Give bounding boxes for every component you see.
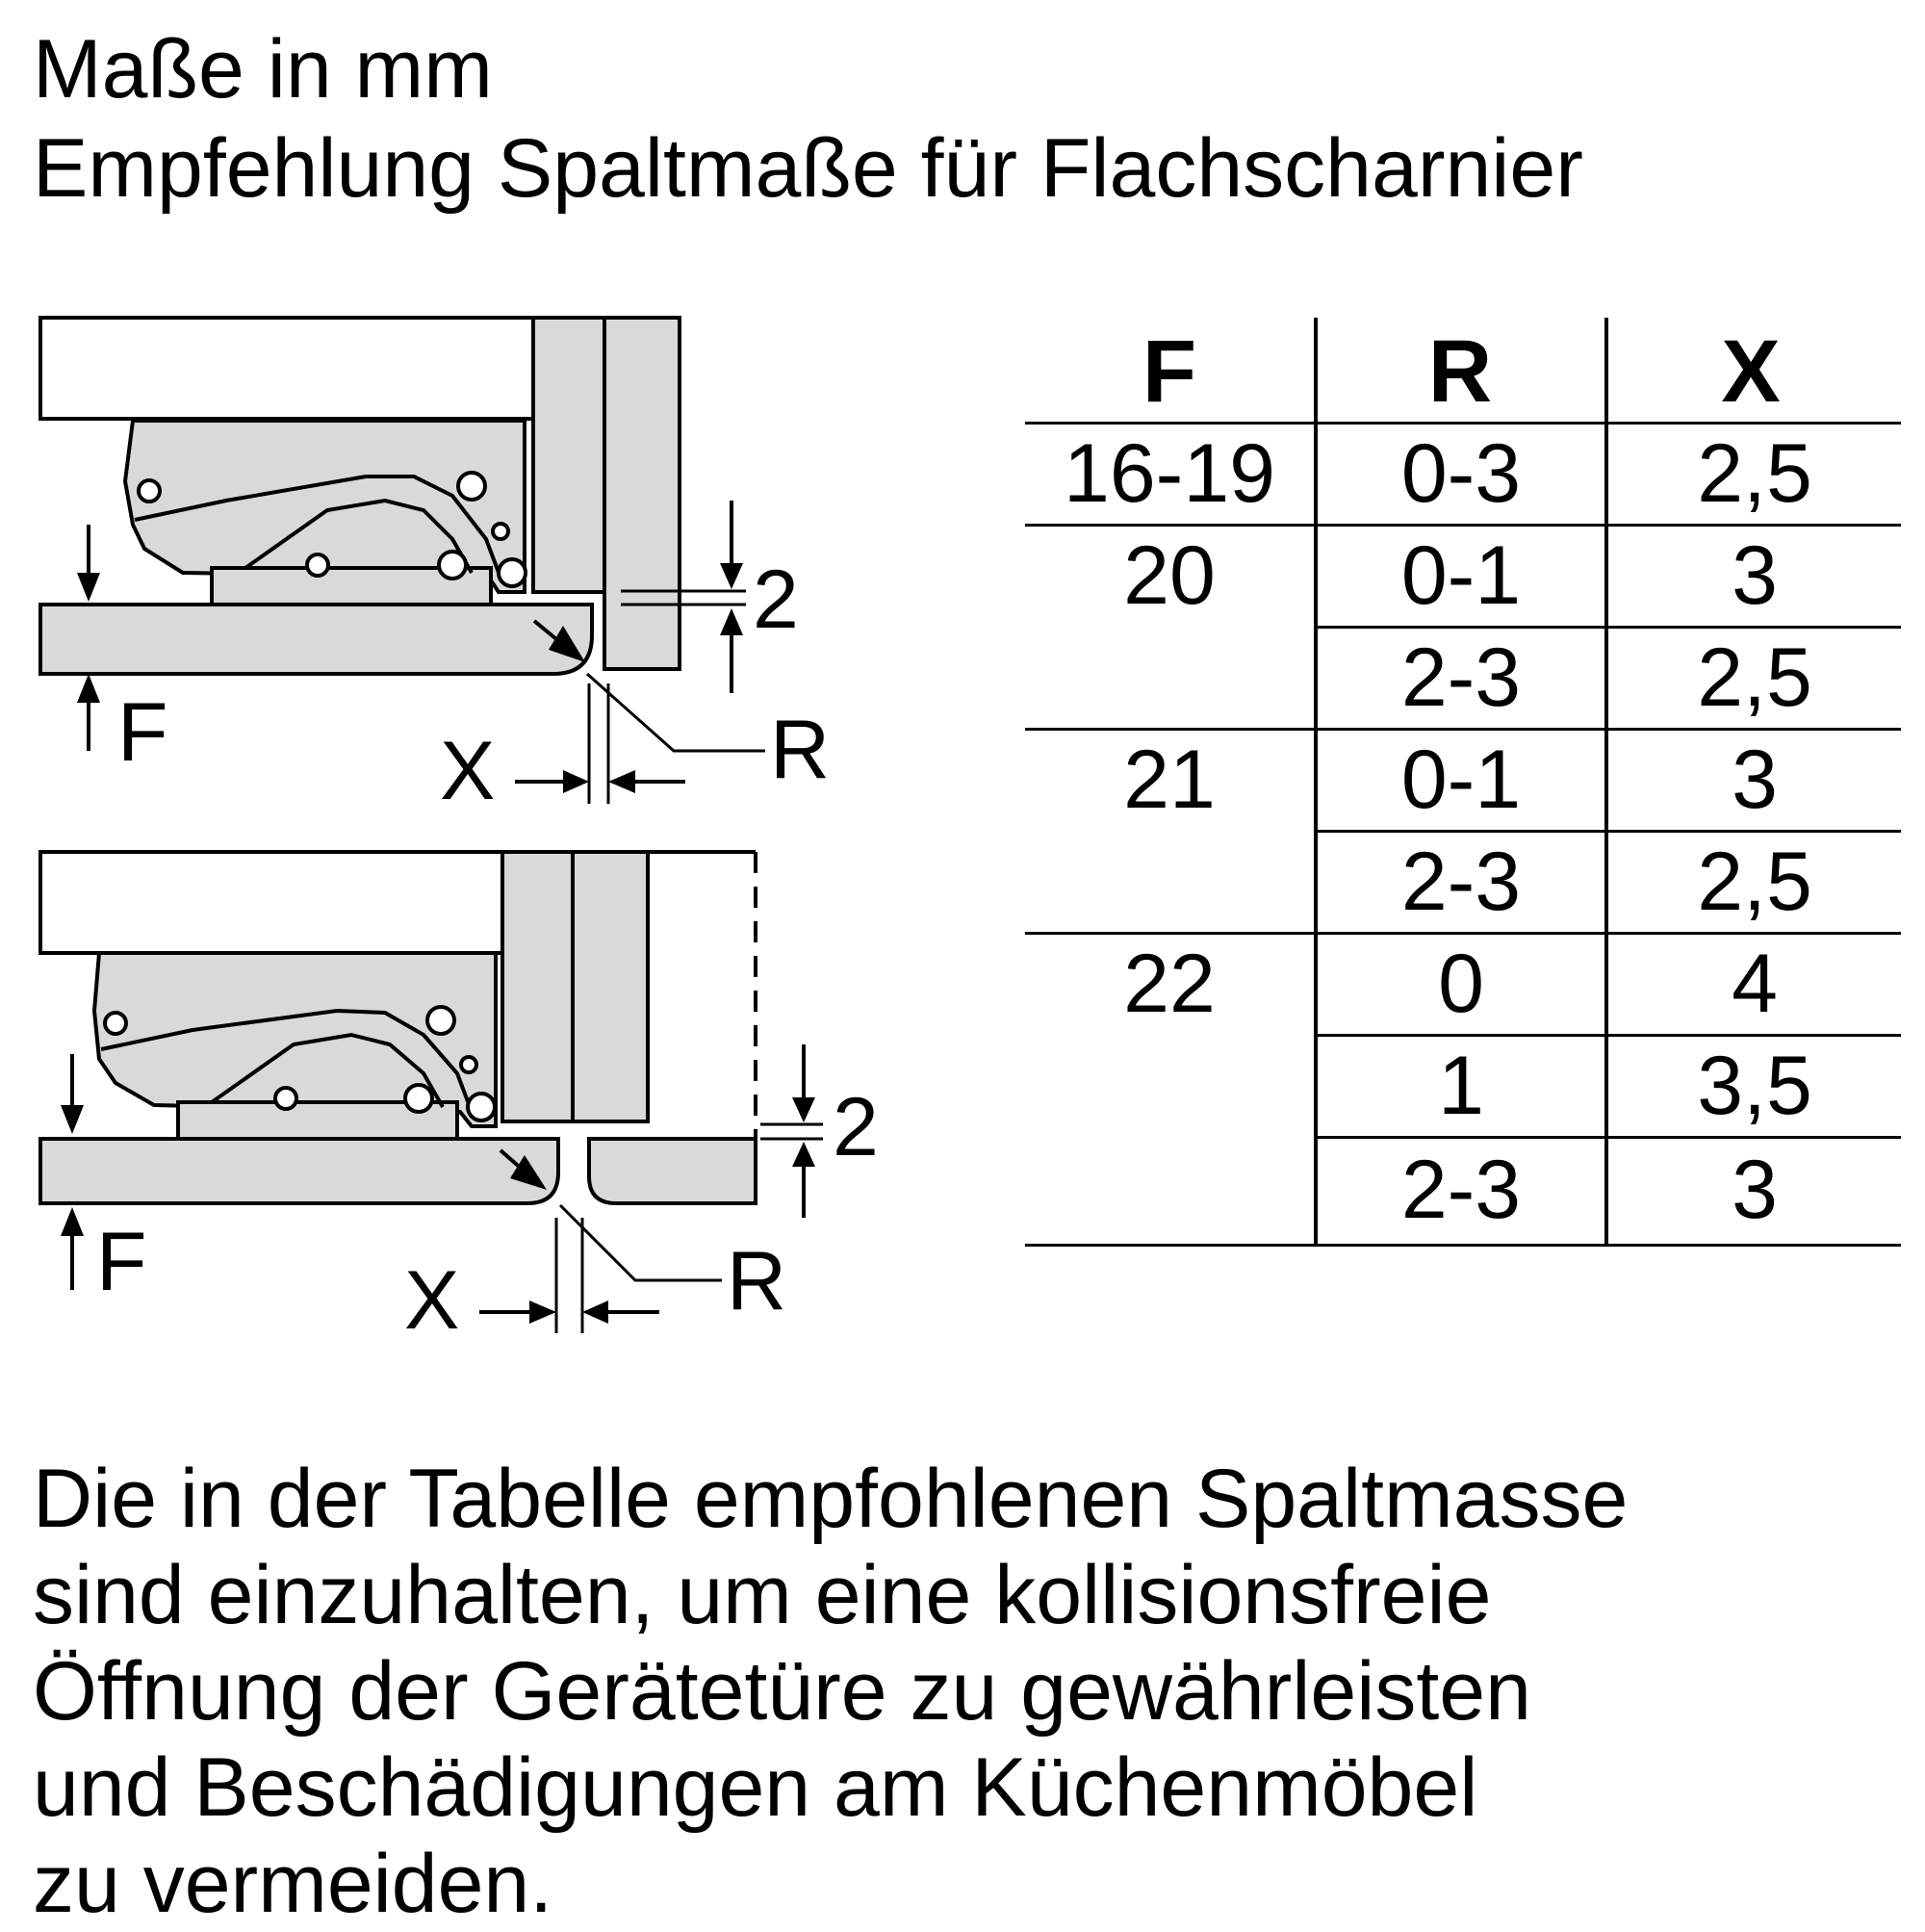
table-cell: 22 bbox=[1123, 938, 1216, 1030]
table-cell: 16-19 bbox=[1064, 427, 1275, 520]
note-line-3: Öffnung der Gerätetüre zu gewährleisten bbox=[33, 1645, 1531, 1738]
table-cell: 3 bbox=[1732, 529, 1778, 622]
table-cell: 4 bbox=[1732, 938, 1778, 1030]
label-R-bottom: R bbox=[727, 1235, 787, 1327]
title-line-2: Empfehlung Spaltmaße für Flachscharnier bbox=[33, 122, 1583, 215]
label-F-bottom: F bbox=[96, 1216, 147, 1308]
cabinet-top-board bbox=[40, 318, 533, 419]
table-cell: 1 bbox=[1438, 1040, 1484, 1132]
note-line-2: sind einzuhalten, um eine kollisionsfreie bbox=[33, 1549, 1492, 1641]
table-cell: 2-3 bbox=[1400, 631, 1522, 724]
table-cell: 2-3 bbox=[1400, 1144, 1522, 1236]
label-R-top: R bbox=[770, 704, 831, 796]
table-header-F: F bbox=[1142, 322, 1197, 421]
table-cell: 3 bbox=[1732, 734, 1778, 826]
label-F-top: F bbox=[117, 686, 168, 779]
table-cell: 0-1 bbox=[1400, 529, 1522, 622]
hinge-hole-5 bbox=[439, 552, 466, 579]
table-header-X: X bbox=[1721, 322, 1781, 421]
table-cell: 2,5 bbox=[1697, 631, 1812, 724]
table-cell: 0-1 bbox=[1400, 734, 1522, 826]
front-panel-2 bbox=[40, 1139, 558, 1203]
label-gap-bottom: 2 bbox=[833, 1081, 879, 1173]
note-paragraph bbox=[33, 1451, 1628, 1932]
label-X-top: X bbox=[440, 725, 496, 817]
table-cell: 2-3 bbox=[1400, 836, 1522, 928]
adjacent-front-panel bbox=[589, 1139, 756, 1203]
label-gap-top: 2 bbox=[753, 554, 799, 646]
front-panel bbox=[40, 605, 592, 674]
table-cell: 3,5 bbox=[1697, 1040, 1812, 1132]
side-wall-panel-2 bbox=[502, 852, 573, 1121]
table-cell: 21 bbox=[1123, 734, 1216, 826]
table-bottom-rule bbox=[1025, 1244, 1901, 1247]
hinge-hole-2 bbox=[458, 473, 485, 500]
title-line-1: Maße in mm bbox=[33, 23, 493, 116]
note-line-5: zu vermeiden. bbox=[33, 1838, 553, 1930]
cabinet-top-board-2 bbox=[40, 852, 502, 953]
table-cell: 2,5 bbox=[1697, 836, 1812, 928]
gap-dimensions-table bbox=[1025, 318, 1901, 1251]
hinge-hole-1 bbox=[139, 480, 160, 502]
note-line-1: Die in der Tabelle empfohlenen Spaltmasse bbox=[33, 1453, 1629, 1545]
table-cell: 3 bbox=[1732, 1144, 1778, 1236]
table-header-rule bbox=[1025, 422, 1901, 425]
door-panel bbox=[604, 318, 680, 669]
note-line-4: und Beschädigungen am Küchenmöbel bbox=[33, 1741, 1478, 1834]
door-panel-2 bbox=[573, 852, 648, 1121]
table-cell: 0-3 bbox=[1400, 427, 1522, 520]
side-wall-panel bbox=[533, 318, 604, 592]
table-cell: 0 bbox=[1438, 938, 1484, 1030]
hinge-hole-3 bbox=[493, 524, 508, 539]
table-cell: 2,5 bbox=[1697, 427, 1812, 520]
table-cell: 20 bbox=[1123, 529, 1216, 622]
table-header-R: R bbox=[1427, 322, 1493, 421]
hinge-hole-4 bbox=[307, 554, 328, 576]
hinge-hole-6 bbox=[499, 559, 526, 586]
label-X-bottom: X bbox=[404, 1254, 460, 1347]
